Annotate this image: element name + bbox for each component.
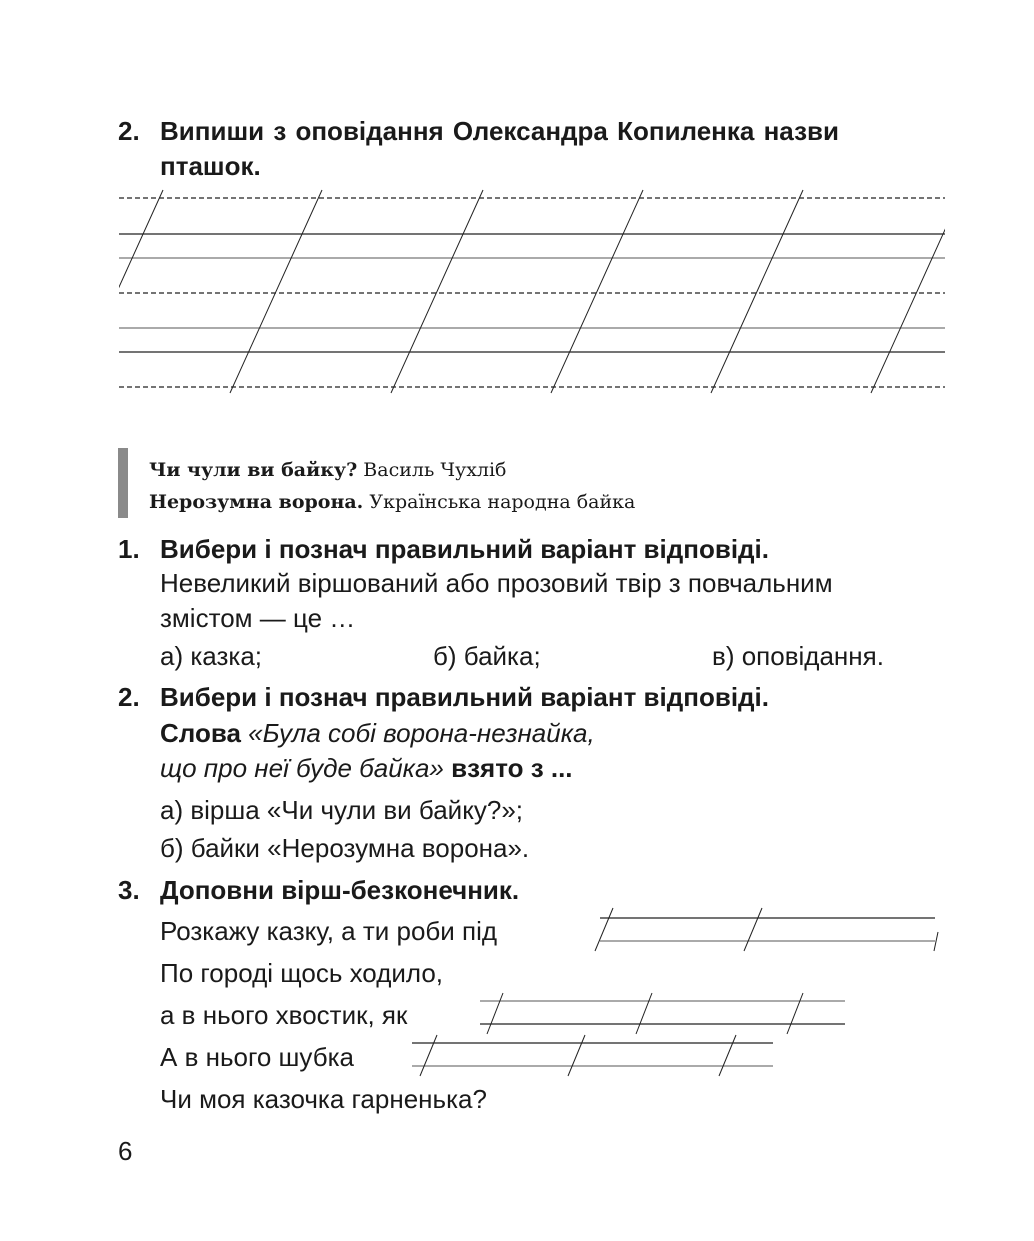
question-title: Доповни вірш-безконечник. [160, 875, 520, 905]
question-number: 3. [118, 875, 140, 905]
question-number: 2. [118, 682, 140, 712]
quote: «Була собі ворона-незнайка, [248, 718, 595, 748]
answer-option[interactable]: а) вірша «Чи чули ви байку?»; [160, 795, 524, 825]
task-title: Випиши з оповідання Олександра Копиленка назви [160, 116, 839, 146]
question-title: Вибери і познач правильний варіант відповіді. [160, 534, 770, 564]
poem-line: А в нього шубка [160, 1042, 355, 1072]
reading-author: Василь Чухліб [363, 459, 507, 481]
quote: що про неї буде байка» [160, 753, 444, 783]
question-text: змістом — це … [160, 603, 356, 633]
page-number: 6 [118, 1136, 133, 1166]
question-number: 1. [118, 534, 140, 564]
answer-option[interactable]: б) байки «Нерозумна ворона». [160, 833, 530, 863]
section-marker-bar [118, 448, 128, 518]
reading-author: Українська народна байка [369, 491, 636, 513]
reading-title: Нерозумна ворона. [149, 491, 364, 513]
question-suffix: взято з ... [451, 753, 573, 783]
task-number: 2. [118, 116, 140, 146]
question-text: Невеликий віршований або прозовий твір з повчальним [160, 568, 833, 598]
question-prefix: Слова [160, 718, 241, 748]
answer-option[interactable]: а) казка; [160, 641, 263, 671]
poem-line: Розкажу казку, а ти роби під [160, 916, 498, 946]
task-title-cont: пташок. [160, 151, 261, 181]
poem-line: а в нього хвостик, як [160, 1000, 408, 1030]
answer-option[interactable]: б) байка; [433, 641, 541, 671]
reading-title: Чи чули ви байку? [149, 459, 358, 481]
poem-line: По городі щось ходило, [160, 958, 444, 988]
question-title: Вибери і познач правильний варіант відповіді. [160, 682, 770, 712]
poem-line: Чи моя казочка гарненька? [160, 1084, 487, 1114]
answer-option[interactable]: в) оповідання. [712, 641, 884, 671]
